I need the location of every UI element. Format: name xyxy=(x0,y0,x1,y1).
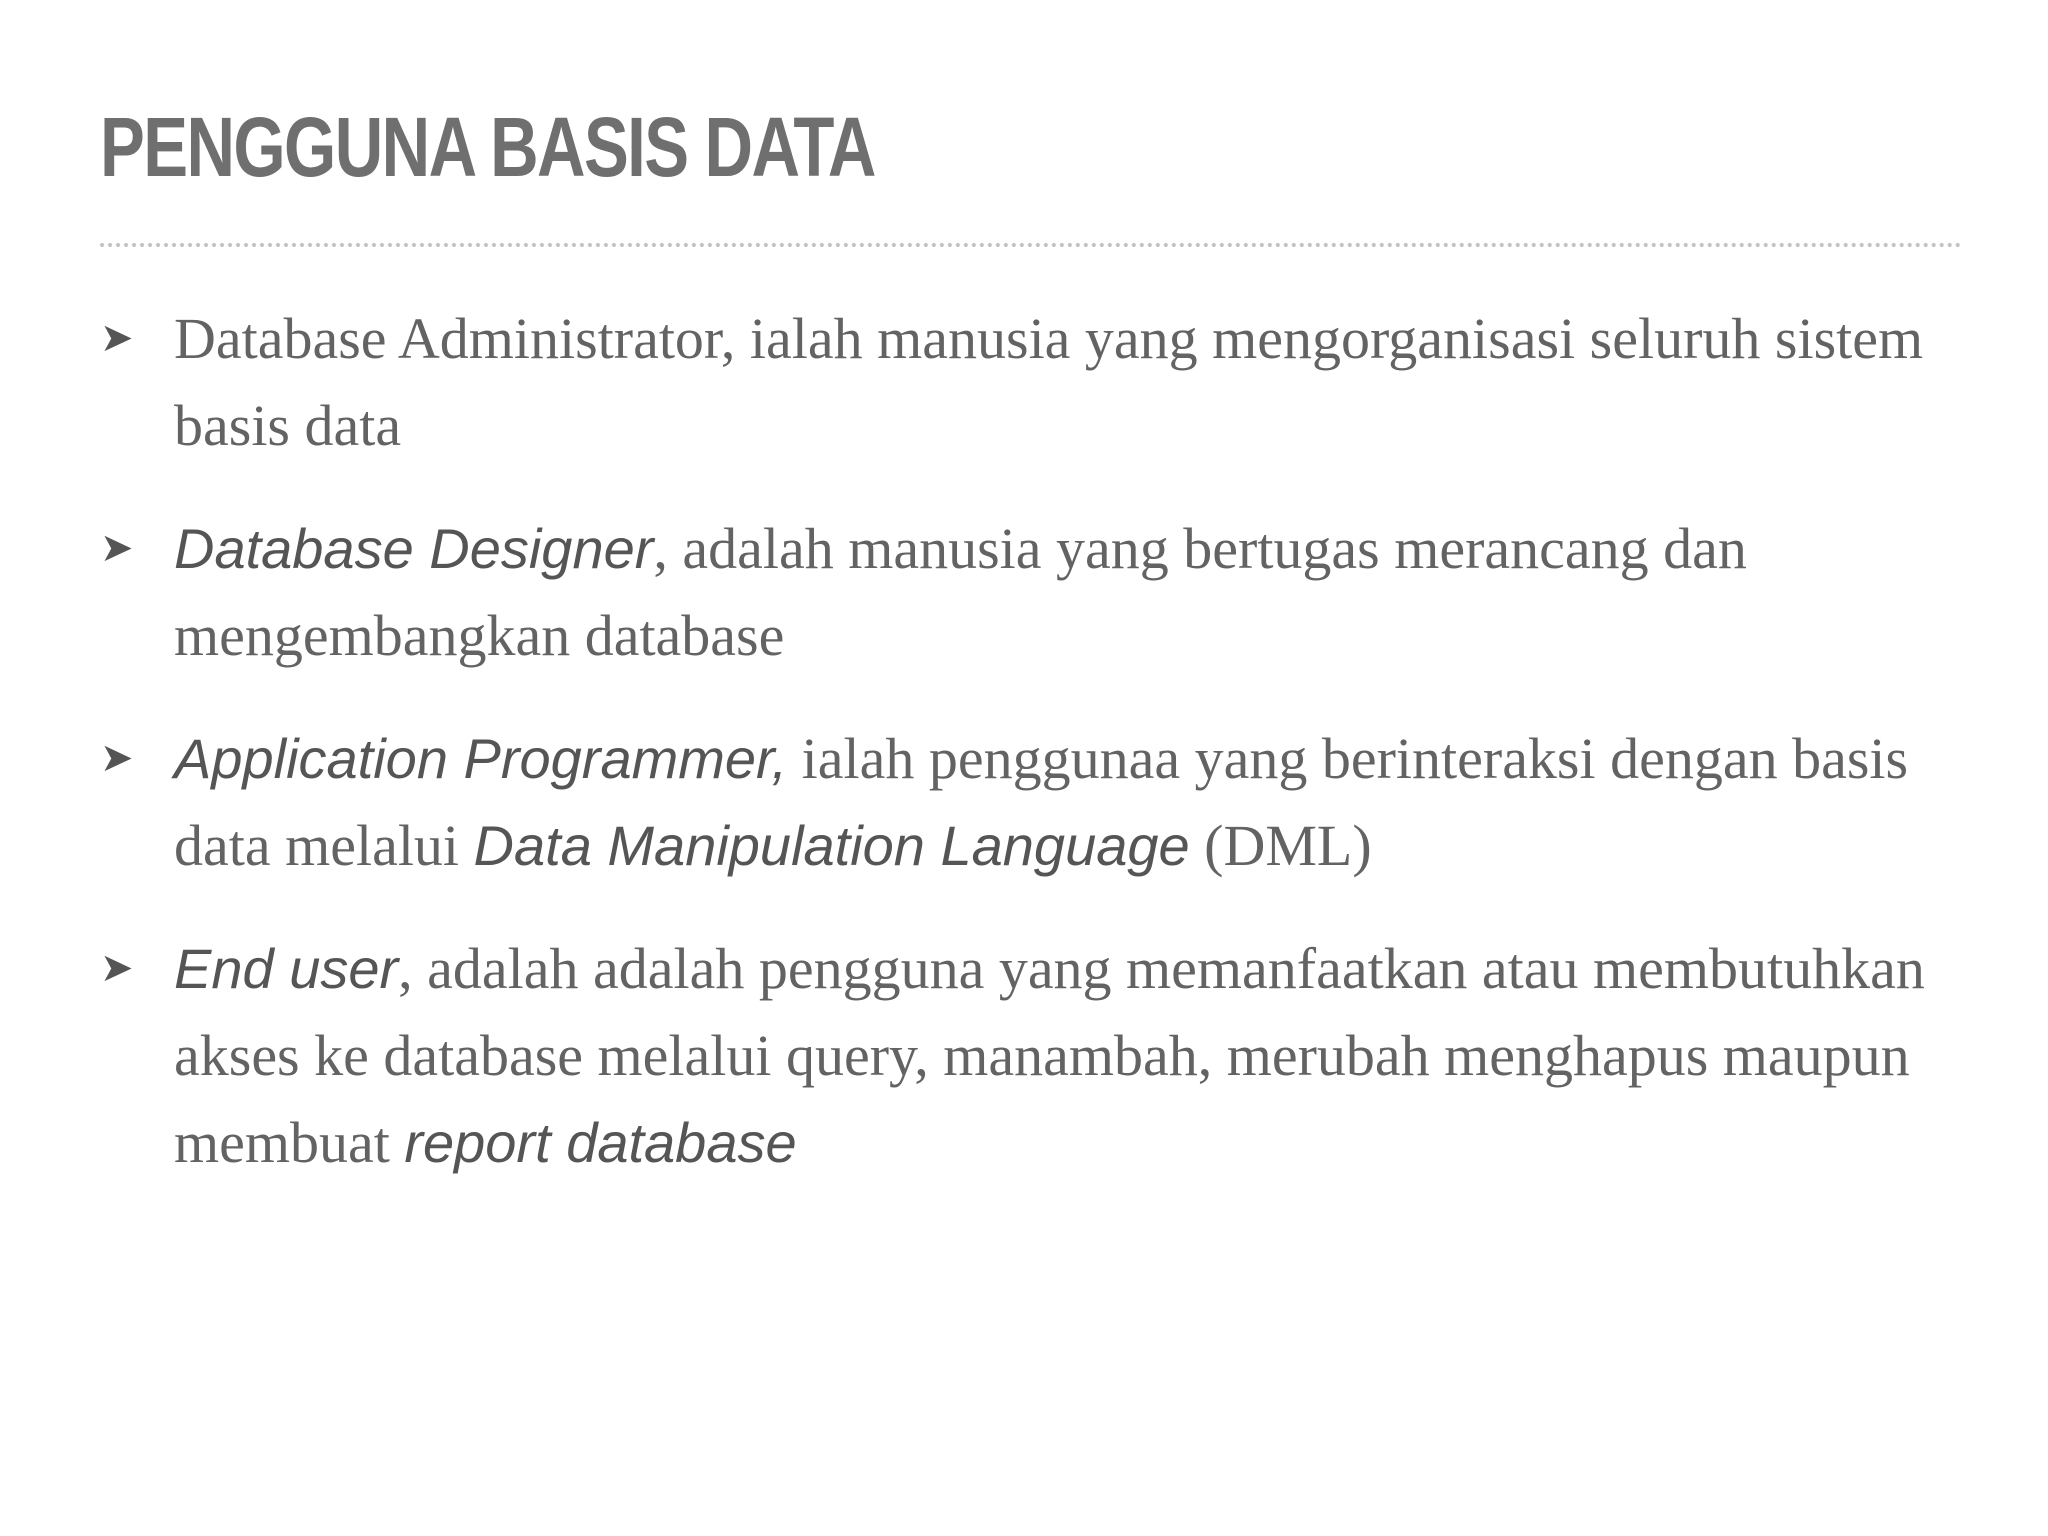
item-term-secondary: Data Manipulation Language xyxy=(473,814,1190,877)
arrow-bullet-icon: ➤ xyxy=(100,525,134,571)
item-term: Application Programmer, xyxy=(174,727,788,790)
item-term: Database Designer xyxy=(174,517,654,580)
list-item-application-programmer xyxy=(100,715,1980,889)
arrow-bullet-icon: ➤ xyxy=(100,315,134,361)
list-item-end-user xyxy=(100,925,1980,1186)
bullet-list xyxy=(100,295,1980,1222)
slide-title: PENGGUNA BASIS DATA xyxy=(100,100,875,194)
title-divider xyxy=(100,243,1962,247)
item-text: , adalah manusia yang bertugas merancang dan mengembangkan database xyxy=(174,516,1747,668)
list-item-database-administrator xyxy=(100,295,1980,469)
arrow-bullet-icon: ➤ xyxy=(100,945,134,991)
item-term-secondary: report database xyxy=(404,1111,797,1174)
item-text: Database Administrator, ialah manusia yang mengorganisasi seluruh sistem basis data xyxy=(174,306,1924,458)
item-text-secondary: (DML) xyxy=(1189,813,1372,878)
arrow-bullet-icon: ➤ xyxy=(100,735,134,781)
list-item-database-designer xyxy=(100,505,1980,679)
item-text: , adalah adalah pengguna yang memanfaatkan atau membutuhkan akses ke database melalui query, manambah, merubah menghapus maupun membuat xyxy=(174,936,1925,1175)
item-term: End user xyxy=(174,937,399,1000)
item-text: ialah penggunaa yang berinteraksi dengan basis data melalui xyxy=(174,726,1909,878)
